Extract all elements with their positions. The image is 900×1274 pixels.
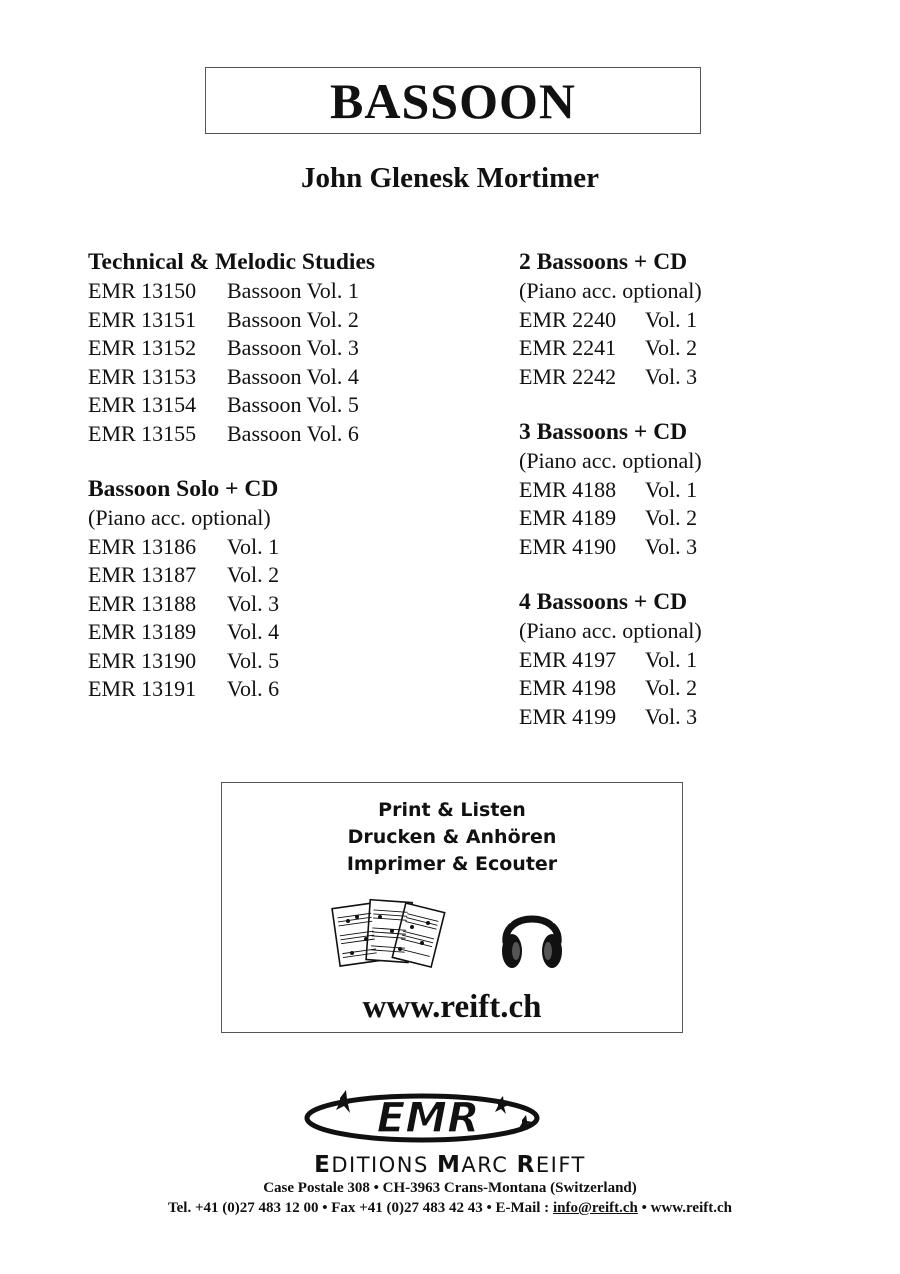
item-title: Vol. 3 bbox=[645, 533, 698, 559]
item-title: Vol. 1 bbox=[645, 306, 698, 332]
item-code: EMR 13154 bbox=[88, 392, 197, 417]
list-item bbox=[88, 277, 488, 306]
section-technical-studies bbox=[88, 248, 488, 448]
item-code: EMR 13189 bbox=[88, 619, 197, 644]
section-note: (Piano acc. optional) bbox=[519, 448, 702, 473]
brand-word: EIFT bbox=[535, 1153, 586, 1177]
list-item bbox=[519, 504, 839, 533]
section-spacer bbox=[519, 391, 839, 418]
item-title: Bassoon Vol. 2 bbox=[227, 306, 359, 332]
section-three-bassoons bbox=[519, 418, 839, 561]
item-code: EMR 13188 bbox=[88, 590, 197, 616]
item-title: Bassoon Vol. 4 bbox=[227, 363, 359, 389]
promo-line-german: Drucken & Anhören bbox=[347, 826, 557, 848]
item-code: EMR 4189 bbox=[519, 505, 617, 530]
email-link[interactable]: info@reift.ch bbox=[552, 1200, 638, 1216]
list-item bbox=[519, 646, 839, 675]
item-title: Vol. 1 bbox=[645, 476, 698, 502]
section-note: (Piano acc. optional) bbox=[519, 618, 702, 643]
item-code: EMR 13151 bbox=[88, 306, 197, 332]
list-item bbox=[88, 391, 488, 420]
item-title: Vol. 4 bbox=[227, 619, 280, 644]
list-item bbox=[519, 703, 839, 732]
promo-line-english: Print & Listen bbox=[378, 799, 526, 821]
item-title: Vol. 1 bbox=[227, 533, 280, 559]
title-box bbox=[205, 67, 701, 134]
list-item bbox=[88, 420, 488, 449]
item-title: Vol. 2 bbox=[645, 505, 698, 530]
item-title: Vol. 1 bbox=[645, 646, 698, 672]
item-title: Bassoon Vol. 5 bbox=[227, 392, 359, 417]
item-title: Vol. 2 bbox=[645, 335, 698, 360]
item-code: EMR 13190 bbox=[88, 647, 197, 673]
section-heading: 3 Bassoons + CD bbox=[519, 419, 688, 445]
publisher-contact bbox=[0, 1200, 900, 1217]
brand-initial: E bbox=[314, 1152, 332, 1178]
list-item bbox=[88, 647, 488, 676]
emr-logo bbox=[300, 1088, 550, 1144]
item-code: EMR 4197 bbox=[519, 646, 617, 672]
print-listen-box bbox=[221, 782, 683, 1033]
list-item bbox=[519, 306, 839, 335]
section-heading: 4 Bassoons + CD bbox=[519, 589, 688, 615]
item-code: EMR 13150 bbox=[88, 278, 197, 303]
list-item bbox=[88, 675, 488, 704]
composer-name: John Glenesk Mortimer bbox=[300, 162, 599, 194]
section-heading: Bassoon Solo + CD bbox=[88, 476, 279, 502]
item-code: EMR 4190 bbox=[519, 533, 617, 559]
item-code: EMR 13191 bbox=[88, 676, 197, 701]
contact-website: • www.reift.ch bbox=[637, 1200, 732, 1216]
list-item bbox=[88, 590, 488, 619]
section-two-bassoons bbox=[519, 248, 839, 391]
item-title: Bassoon Vol. 3 bbox=[227, 335, 359, 360]
list-item bbox=[88, 561, 488, 590]
left-column bbox=[88, 248, 488, 704]
item-code: EMR 4198 bbox=[519, 675, 617, 700]
item-code: EMR 13152 bbox=[88, 335, 197, 360]
list-item bbox=[519, 533, 839, 562]
item-code: EMR 13153 bbox=[88, 363, 197, 389]
item-code: EMR 4188 bbox=[519, 476, 617, 502]
item-title: Vol. 5 bbox=[227, 647, 280, 673]
promo-line-french: Imprimer & Ecouter bbox=[346, 853, 558, 875]
list-item bbox=[88, 363, 488, 392]
section-spacer bbox=[519, 561, 839, 588]
section-four-bassoons bbox=[519, 588, 839, 731]
website-url[interactable]: www.reift.ch bbox=[362, 989, 542, 1025]
section-bassoon-solo bbox=[88, 475, 488, 704]
item-title: Vol. 2 bbox=[227, 562, 280, 587]
section-heading: Technical & Melodic Studies bbox=[88, 249, 376, 275]
list-item bbox=[519, 363, 839, 392]
contact-phone-fax: Tel. +41 (0)27 483 12 00 • Fax +41 (0)27 483 42 43 • E-Mail : bbox=[168, 1200, 553, 1216]
publisher-address: Case Postale 308 • CH-3963 Crans-Montana (Switzerland) bbox=[263, 1180, 637, 1196]
item-title: Vol. 3 bbox=[227, 590, 280, 616]
item-title: Vol. 2 bbox=[645, 675, 698, 700]
section-note: (Piano acc. optional) bbox=[88, 505, 271, 530]
item-code: EMR 2240 bbox=[519, 306, 617, 332]
brand-initial: M bbox=[437, 1152, 462, 1178]
item-title: Bassoon Vol. 6 bbox=[227, 420, 359, 446]
item-code: EMR 4199 bbox=[519, 703, 617, 729]
list-item bbox=[88, 618, 488, 647]
item-code: EMR 13186 bbox=[88, 533, 197, 559]
page-title: BASSOON bbox=[330, 72, 576, 129]
item-code: EMR 13155 bbox=[88, 420, 197, 446]
list-item bbox=[519, 334, 839, 363]
item-code: EMR 2242 bbox=[519, 363, 617, 389]
section-note: (Piano acc. optional) bbox=[519, 278, 702, 303]
publisher-brand bbox=[0, 1152, 900, 1178]
item-code: EMR 2241 bbox=[519, 335, 617, 360]
section-spacer bbox=[88, 448, 488, 475]
list-item bbox=[88, 334, 488, 363]
item-title: Vol. 6 bbox=[227, 676, 280, 701]
brand-word: ARC bbox=[461, 1153, 517, 1177]
item-title: Vol. 3 bbox=[645, 363, 698, 389]
section-heading: 2 Bassoons + CD bbox=[519, 249, 688, 275]
brand-initial: R bbox=[516, 1152, 536, 1178]
item-code: EMR 13187 bbox=[88, 562, 197, 587]
sheet-music-icon bbox=[330, 895, 446, 973]
list-item bbox=[519, 476, 839, 505]
list-item bbox=[519, 674, 839, 703]
item-title: Bassoon Vol. 1 bbox=[227, 278, 359, 303]
list-item bbox=[88, 533, 488, 562]
headphones-icon bbox=[498, 893, 566, 973]
logo-text: EMR bbox=[376, 1093, 480, 1142]
brand-word: DITIONS bbox=[331, 1153, 437, 1177]
item-title: Vol. 3 bbox=[645, 703, 698, 729]
right-column bbox=[519, 248, 839, 731]
list-item bbox=[88, 306, 488, 335]
